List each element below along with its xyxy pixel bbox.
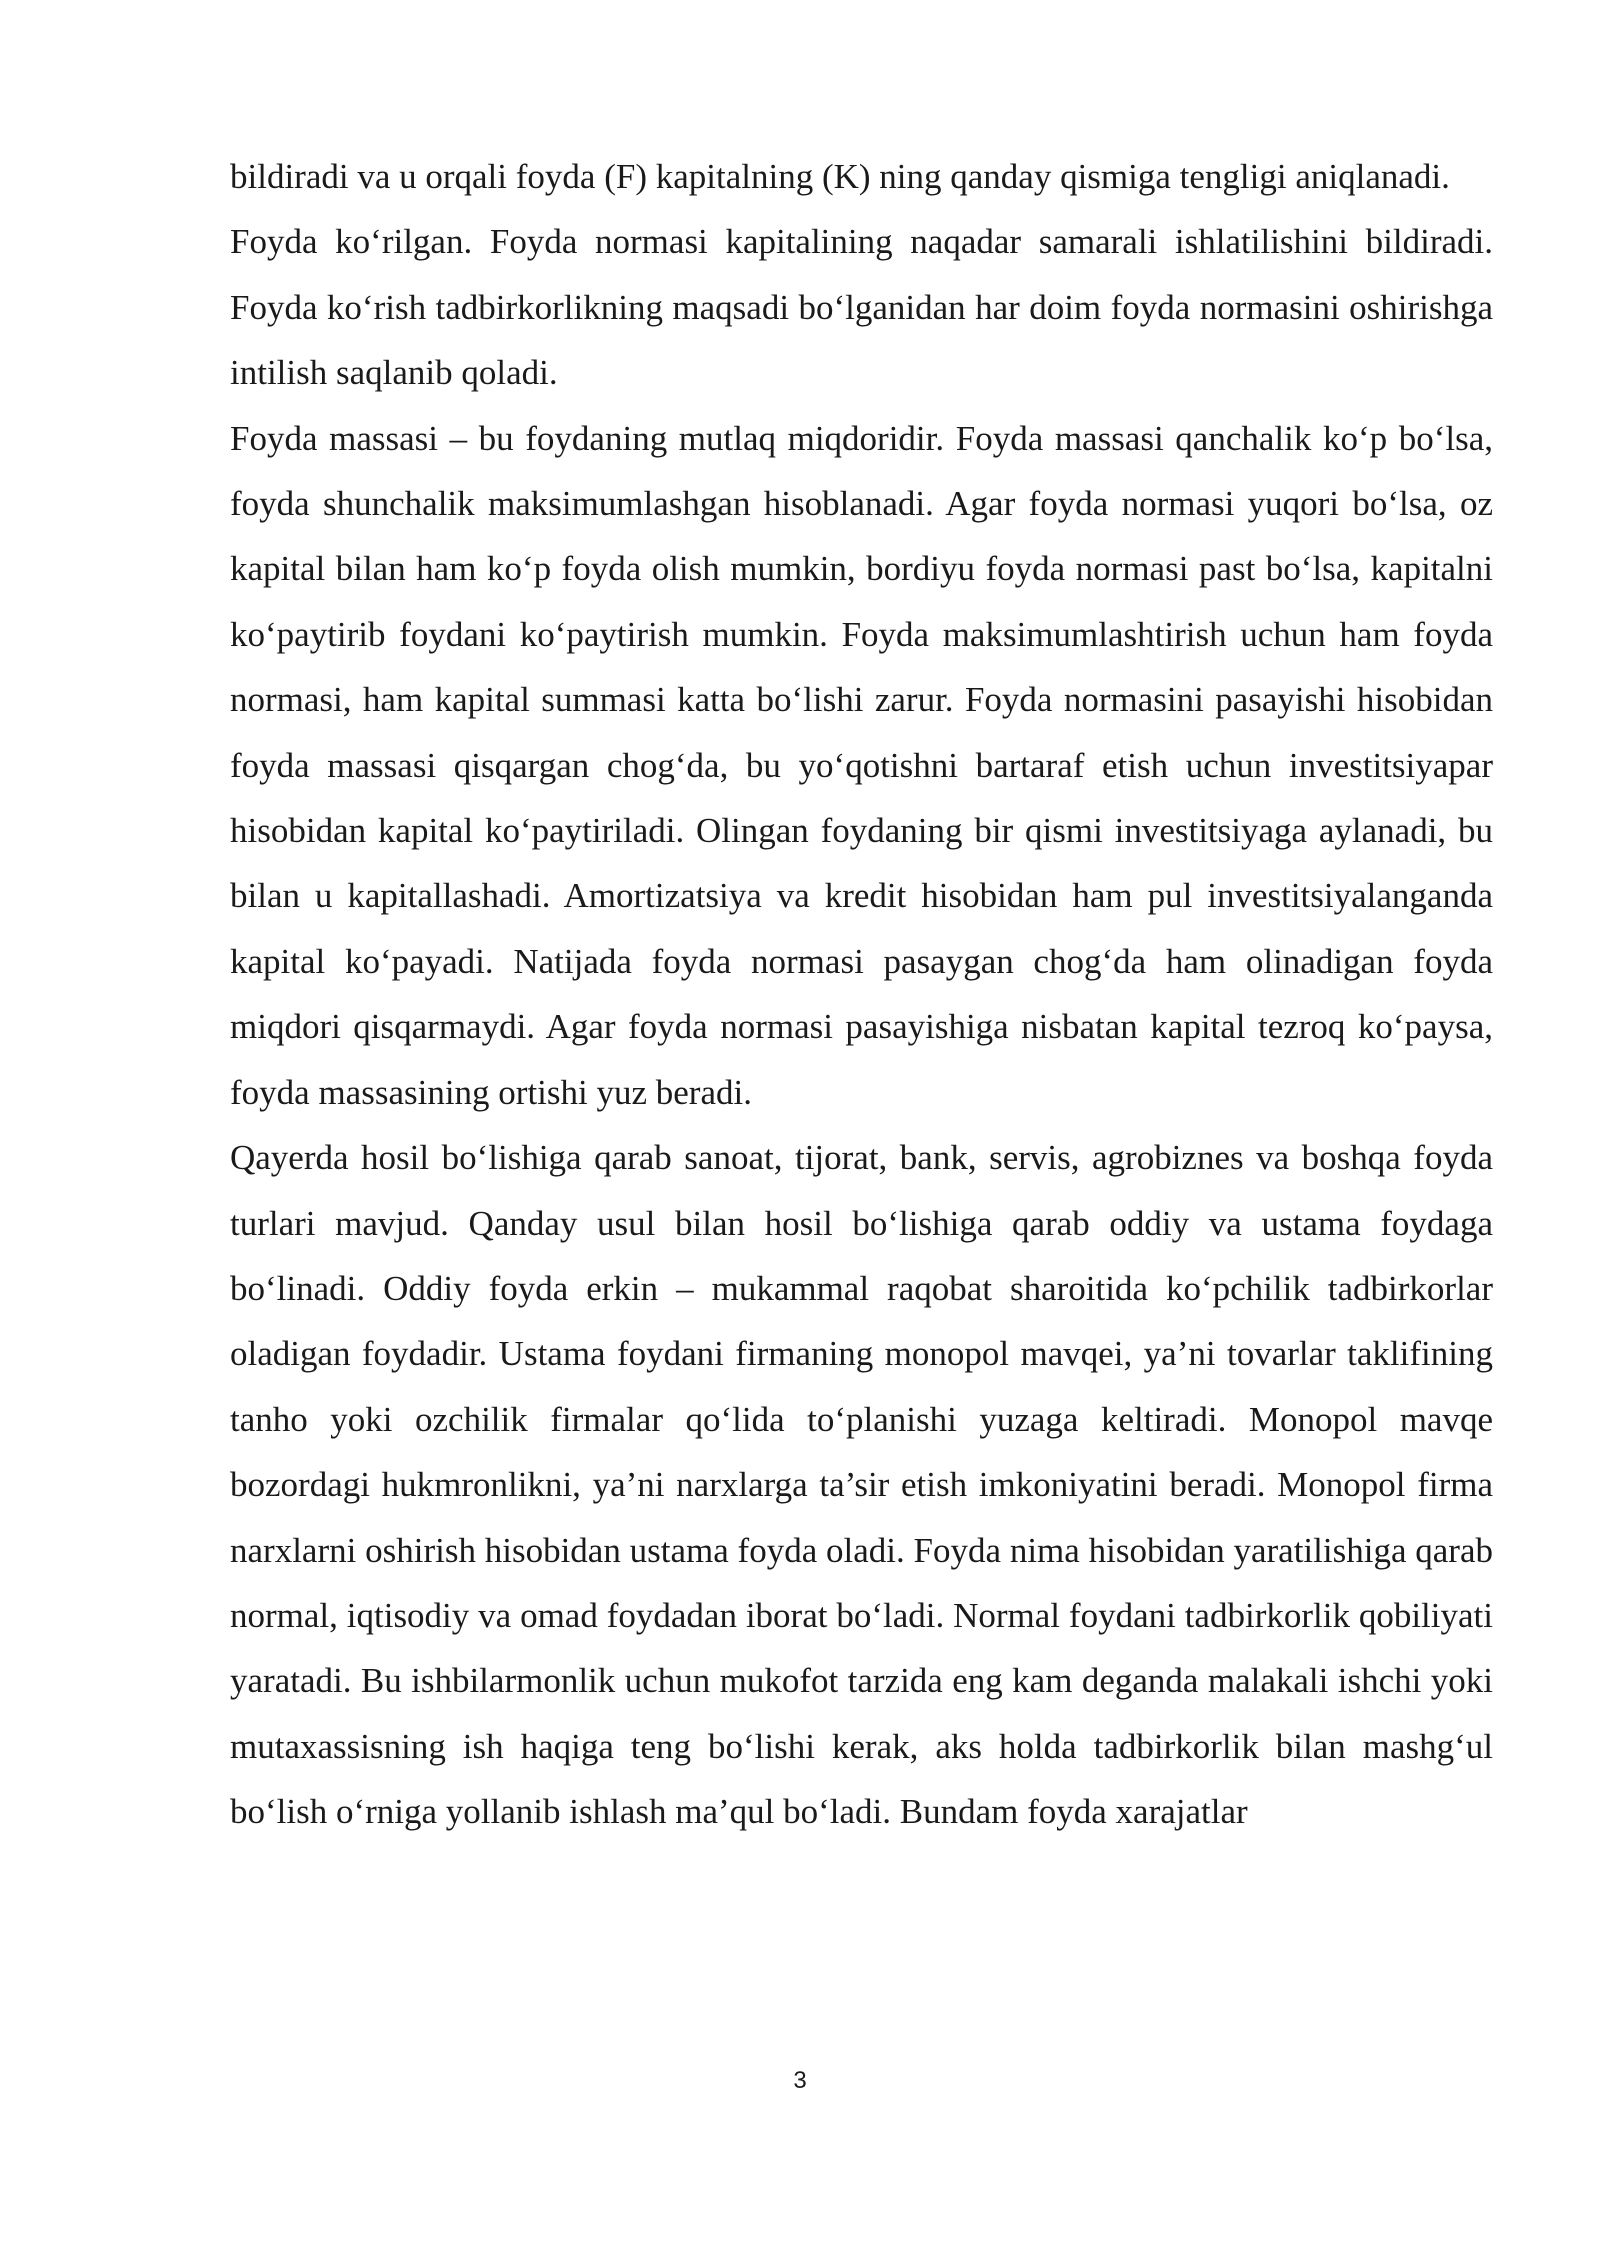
paragraph-4: Qayerda hosil bo‘lishiga qarab sanoat, tijorat, bank, servis, agrobiznes va boshqa foyda turlari mavjud. Qanday usul bilan hosil bo‘lishiga qarab oddiy va ustama foydaga bo‘linadi. Oddiy foyda erkin – mukammal raqobat sharoitida ko‘pchilik tadbirkorlar oladigan foydadir. Ustama foydani firmaning monopol mavqei, ya’ni tovarlar taklifining tanho yoki ozchilik firmalar qo‘lida to‘planishi yuzaga keltiradi. Monopol mavqe bozordagi hukmronlikni, ya’ni narxlarga ta’sir etish imkoniyatini beradi. Monopol firma narxlarni oshirish hisobidan ustama foyda oladi. Foyda nima hisobidan yaratilishiga qarab normal, iqtisodiy va omad foydadan iborat bo‘ladi. Normal foydani tadbirkorlik qobiliyati yaratadi. Bu ishbilarmonlik uchun mukofot tarzida eng kam deganda malakali ishchi yoki mutaxassisning ish haqiga teng bo‘lishi kerak, aks holda tadbirkorlik bilan mashg‘ul bo‘lish o‘rniga yollanib ishlash ma’qul bo‘ladi. Bundam foyda xarajatlar [230, 1138, 1493, 1832]
paragraph-2: Foyda ko‘rilgan. Foyda normasi kapitalining naqadar samarali ishlatilishini bildiradi. Foyda ko‘rish tadbirkorlikning maqsadi bo‘lganidan har doim foyda normasini oshirishga intilish saqlanib qoladi. [230, 222, 1493, 393]
page-number: 3 [793, 2067, 807, 2094]
paragraph-1: bildiradi va u orqali foyda (F) kapitalning (K) ning qanday qismiga tengligi aniqlanadi. [230, 157, 1450, 196]
paragraph-3: Foyda massasi – bu foydaning mutlaq miqdoridir. Foyda massasi qanchalik ko‘p bo‘lsa, foyda shunchalik maksimumlashgan hisoblanadi. Agar foyda normasi yuqori bo‘lsa, oz kapital bilan ham ko‘p foyda olish mumkin, bordiyu foyda normasi past bo‘lsa, kapitalni ko‘paytirib foydani ko‘paytirish mumkin. Foyda maksimumlashtirish uchun ham foyda normasi, ham kapital summasi katta bo‘lishi zarur. Foyda normasini pasayishi hisobidan foyda massasi qisqargan chog‘da, bu yo‘qotishni bartaraf etish uchun investitsiyapar hisobidan kapital ko‘paytiriladi. Olingan foydaning bir qismi investitsiyaga aylanadi, bu bilan u kapitallashadi. Amortizatsiya va kredit hisobidan ham pul investitsiyalanganda kapital ko‘payadi. Natijada foyda normasi pasaygan chog‘da ham olinadigan foyda miqdori qisqarmaydi. Agar foyda normasi pasayishiga nisbatan kapital tezroq ko‘paysa, foyda massasining ortishi yuz beradi. [230, 418, 1493, 1112]
body-text [230, 144, 1493, 1845]
